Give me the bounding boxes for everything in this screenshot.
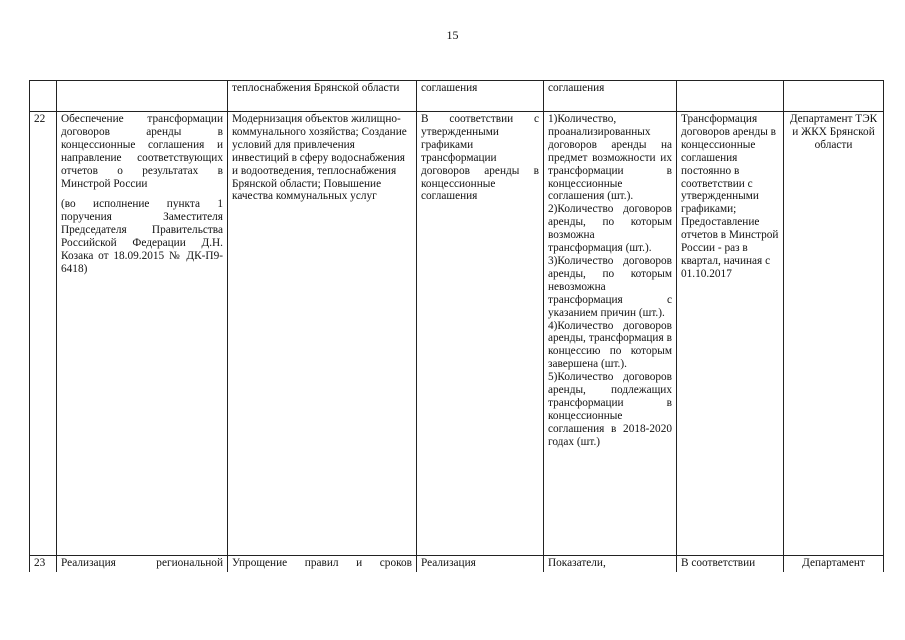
cell-task <box>57 112 228 556</box>
table-row-22 <box>30 112 884 556</box>
task-note: (во исполнение пункта 1 поручения Заместителя Председателя Правительства Российской Федерации Д.Н. Козака от 18.09.2015 № ДК-П9- 6418) <box>61 198 223 275</box>
table-row-continuation <box>30 81 884 112</box>
cell-deadline: Трансформация договоров аренды в концессионные соглашения постоянно в соответствии с утвержденными графиками; Предоставление отчетов в Минстрой России - раз в квартал, начиная с 01.10.2017 <box>677 112 784 556</box>
cell-mechanism: соглашения <box>417 81 544 112</box>
cell-task: Реализация региональной <box>57 556 228 573</box>
cell-deadline: В соответствии <box>677 556 784 573</box>
cell-mechanism: Реализация <box>417 556 544 573</box>
cell-indicators <box>544 112 677 556</box>
task-text: Обеспечение трансформации договоров аренды в концессионные соглашения и направление соответствующих отчетов о результатах в Минстрой России <box>61 113 223 190</box>
cell-responsible: Департамент ТЭК и ЖКХ Брянской области <box>784 112 884 556</box>
cell-deadline <box>677 81 784 112</box>
indicator-item: 4)Количество договоров аренды, трансформация в концессию по которым завершена (шт.). <box>548 319 672 371</box>
cell-result: Модернизация объектов жилищно-коммунального хозяйства; Создание условий для привлечения инвестиций в сферу водоснабжения и водоотведения, теплоснабжения Брянской области; Повышение качества коммунальных услуг <box>228 112 417 556</box>
row-number: 22 <box>30 112 57 556</box>
table-row-23 <box>30 556 884 573</box>
cell-num <box>30 81 57 112</box>
row-number: 23 <box>30 556 57 573</box>
indicator-item: 3)Количество договоров аренды, по которым невозможна трансформация с указанием причин (шт.). <box>548 254 672 319</box>
cell-indicators: соглашения <box>544 81 677 112</box>
cell-indicators: Показатели, <box>544 556 677 573</box>
indicator-item: 5)Количество договоров аренды, подлежащих трансформации в концессионные соглашения в 2018-2020 годах (шт.) <box>548 371 672 448</box>
cell-responsible <box>784 81 884 112</box>
indicator-item: 2)Количество договоров аренды, по которым возможна трансформация (шт.). <box>548 203 672 255</box>
action-plan-table <box>29 80 884 572</box>
cell-task <box>57 81 228 112</box>
page-number: 15 <box>446 28 459 42</box>
cell-result: Упрощение правил и сроков <box>228 556 417 573</box>
cell-mechanism: В соответствии с утвержденными графиками трансформации договоров аренды в концессионные соглашения <box>417 112 544 556</box>
cell-responsible: Департамент <box>784 556 884 573</box>
indicator-item: 1)Количество, проанализированных договоров аренды на предмет возможности их трансформации в концессионные соглашения (шт.). <box>548 113 672 203</box>
cell-result: теплоснабжения Брянской области <box>228 81 417 112</box>
